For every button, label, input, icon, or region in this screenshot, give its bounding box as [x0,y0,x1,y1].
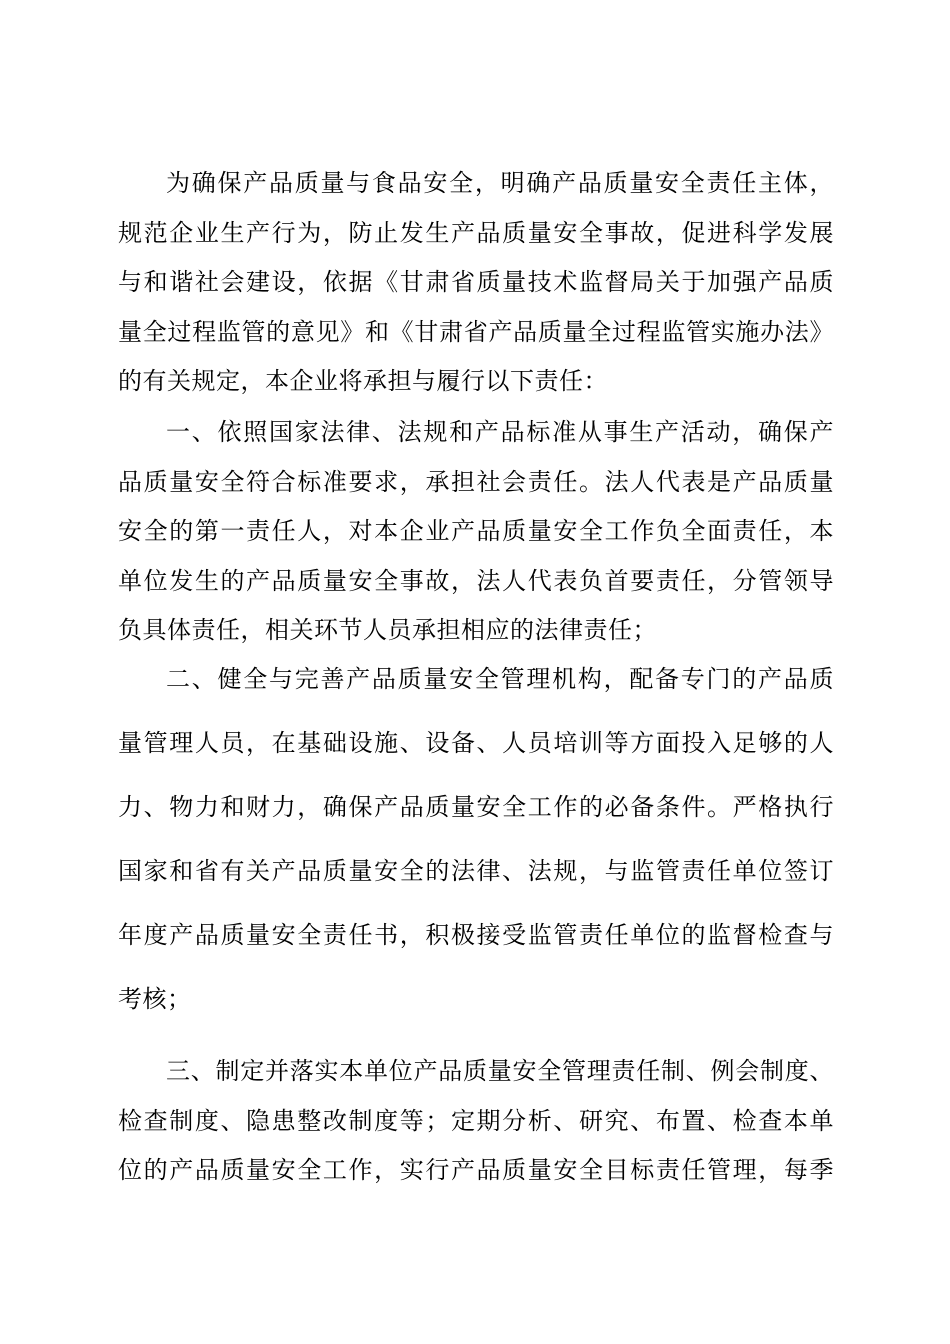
paragraph-item-2 [118,647,834,1031]
text-line: 量全过程监管的意见》和《甘肃省产品质量全过程监管实施办法》 [118,317,834,346]
text-line: 一、依照国家法律、法规和产品标准从事生产活动，确保产 [166,418,834,446]
text-line: 规范企业生产行为，防止发生产品质量安全事故，促进科学发展 [118,218,834,247]
text-line: 负具体责任，相关环节人员承担相应的法律责任； [118,616,657,645]
text-line: 安全的第一责任人，对本企业产品质量安全工作负全面责任，本 [118,517,834,546]
text-line: 考核； [118,985,192,1013]
text-line: 位的产品质量安全工作，实行产品质量安全目标责任管理，每季 [118,1156,834,1185]
paragraph-item-1 [118,408,834,656]
text-line: 国家和省有关产品质量安全的法律、法规，与监管责任单位签订 [118,857,834,885]
text-line: 三、制定并落实本单位产品质量安全管理责任制、例会制度、 [166,1057,834,1085]
text-line: 与和谐社会建设，依据《甘肃省质量技术监督局关于加强产品质 [118,268,834,297]
text-line: 检查制度、隐患整改制度等；定期分析、研究、布置、检查本单 [118,1106,834,1135]
text-line: 单位发生的产品质量安全事故，法人代表负首要责任，分管领导 [118,566,834,595]
text-line: 品质量安全符合标准要求，承担社会责任。法人代表是产品质量 [118,467,834,496]
text-line: 量管理人员，在基础设施、设备、人员培训等方面投入足够的人 [118,729,834,757]
text-line: 为确保产品质量与食品安全，明确产品质量安全责任主体， [166,169,834,197]
text-line: 年度产品质量安全责任书，积极接受监管责任单位的监督检查与 [118,921,834,949]
text-line: 的有关规定，本企业将承担与履行以下责任： [118,367,608,396]
paragraph-intro [118,159,834,407]
text-line: 二、健全与完善产品质量安全管理机构，配备专门的产品质 [166,665,834,693]
paragraph-item-3 [118,1047,834,1196]
text-line: 力、物力和财力，确保产品质量安全工作的必备条件。严格执行 [118,793,834,821]
